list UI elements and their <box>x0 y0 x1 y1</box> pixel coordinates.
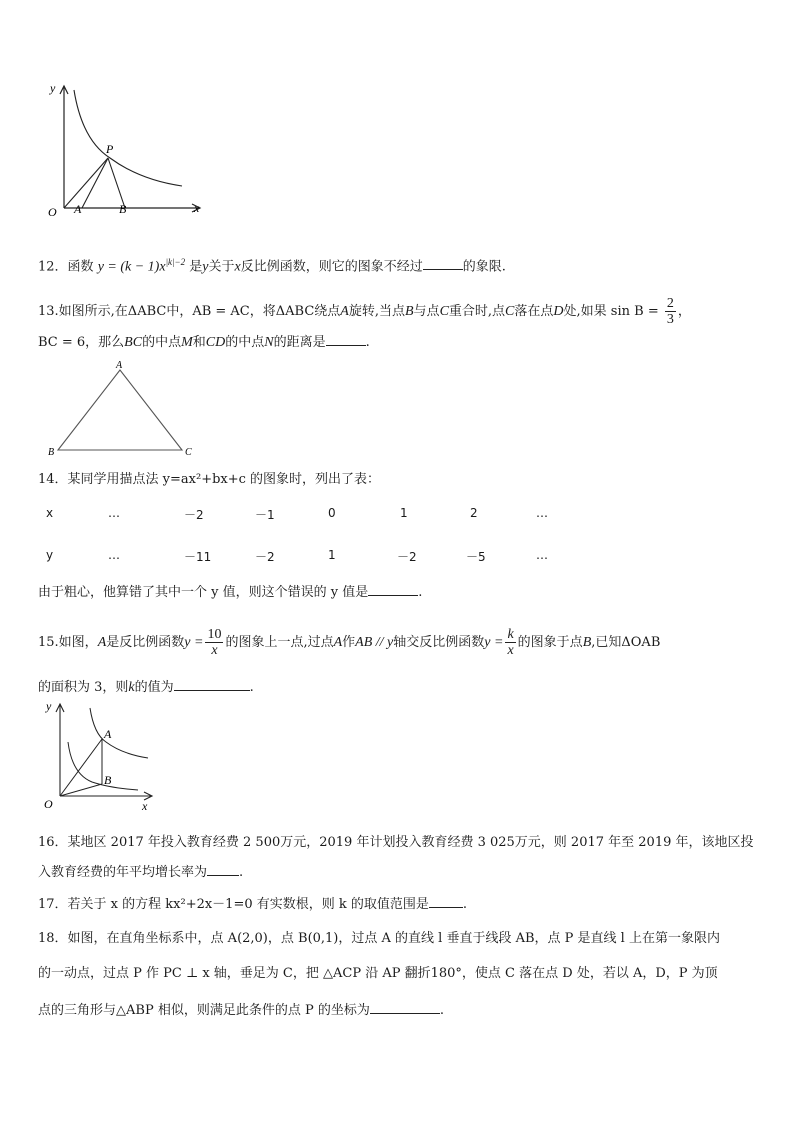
q17-text: 17．若关于 x 的方程 kx²+2x－1=0 有实数根，则 k 的取值范围是 <box>38 897 429 912</box>
triangle-label-b: B <box>48 447 55 458</box>
q14-note-text: 由于粗心，他算错了其中一个 y 值，则这个错误的 y 值是 <box>38 585 369 600</box>
label-a: A <box>104 727 112 741</box>
q13-l2-a: BC = 6，那么 <box>38 335 125 350</box>
q15-b: 是反比例函数 <box>106 635 185 650</box>
label-x: x <box>142 799 148 813</box>
q13-text-f: 处,如果 sin B = <box>563 304 659 319</box>
q12-exponent: |k|−2 <box>165 257 186 267</box>
table-cell: x <box>46 506 54 520</box>
q12-number: 12．函数 <box>38 259 94 275</box>
q13-sin-fraction <box>665 296 676 327</box>
q18-l3: 点的三角形与△ABP 相似，则满足此条件的点 P 的坐标为 <box>38 1003 370 1018</box>
q13-point-c: C <box>439 304 449 319</box>
q15-l2b: 的值为 <box>134 680 174 695</box>
q13-point-a: A <box>340 304 349 319</box>
q13-text-b: 旋转,当点 <box>348 304 405 319</box>
q15-fraction-1 <box>205 627 223 658</box>
q13-frac-num: 2 <box>666 296 674 311</box>
hyperbola-curve <box>74 90 182 186</box>
question-14-note <box>38 581 422 603</box>
label-p: P <box>106 142 114 156</box>
q13-answer-blank[interactable] <box>326 331 366 346</box>
question-16-line-1: 16．某地区 2017 年投入教育经费 2 500万元，2019 年计划投入教育经费 3 025万元，则 2017 年至 2019 年，该地区投 <box>38 835 754 850</box>
label-x: x <box>194 201 200 215</box>
q13-l2-end: . <box>365 335 370 350</box>
q13-l2-e: 的距离是 <box>273 335 326 350</box>
question-15-line-2 <box>38 676 254 698</box>
hyperbola-inner <box>68 742 138 790</box>
q13-n: N <box>264 335 274 350</box>
q13-point-d: D <box>553 304 564 319</box>
label-a: A <box>74 202 82 216</box>
question-17 <box>38 893 467 915</box>
q15-l2-end: . <box>249 680 254 695</box>
q15-f1-num: 10 <box>207 627 222 642</box>
q15-k: k <box>128 680 135 695</box>
table-cell: －2 <box>255 550 275 564</box>
q15-d: 作 <box>342 635 356 650</box>
q15-ab: AB // y <box>355 635 394 650</box>
q13-text-c: 与点 <box>413 304 440 319</box>
table-cell: … <box>536 548 548 562</box>
q13-l2-d: 的中点 <box>225 335 265 350</box>
q15-answer-blank[interactable] <box>174 676 250 691</box>
table-cell: 1 <box>400 506 408 520</box>
triangle-label-a: A <box>116 360 123 371</box>
q15-point-b: B <box>582 635 592 650</box>
q14-answer-blank[interactable] <box>368 581 418 596</box>
segment-ob <box>60 784 102 796</box>
q15-l2: 的面积为 3，则 <box>38 680 129 695</box>
table-cell: －2 <box>397 550 417 564</box>
q13-text-d: 重合时,点 <box>448 304 506 319</box>
q15-g: ,已知ΔOAB <box>591 635 661 650</box>
segment-pb <box>108 158 125 208</box>
q15-y1: y = <box>184 635 204 650</box>
label-b: B <box>104 773 112 787</box>
label-y: y <box>46 699 52 713</box>
q12-answer-blank[interactable] <box>423 255 463 270</box>
triangle-label-c: C <box>185 447 192 458</box>
table-cell: －5 <box>466 550 486 564</box>
table-cell: … <box>108 506 120 520</box>
table-cell: －1 <box>255 508 275 522</box>
q12-x: x <box>234 259 241 275</box>
q15-f: 的图象于点 <box>517 635 583 650</box>
question-13-line-1 <box>38 296 691 327</box>
table-cell: 1 <box>328 548 336 562</box>
question-14: 14．某同学用描点法 y=ax²+bx+c 的图象时，列出了表： <box>38 472 381 487</box>
q15-f1-den: x <box>211 643 218 658</box>
q13-frac-den: 3 <box>666 312 674 327</box>
q15-y2: y = <box>484 635 504 650</box>
question-12 <box>38 252 506 277</box>
q17-answer-blank[interactable] <box>429 893 463 908</box>
q18-answer-blank[interactable] <box>370 999 440 1014</box>
q15-c: 的图象上一点,过点 <box>225 635 334 650</box>
table-cell: 0 <box>328 506 336 520</box>
q15-point-a2: A <box>333 635 343 650</box>
q12-y: y <box>202 259 209 275</box>
q13-point-b: B <box>404 304 414 319</box>
question-15-line-1 <box>38 627 660 658</box>
q15-f2-den: x <box>507 643 514 658</box>
q13-text-e: 落在点 <box>514 304 554 319</box>
q13-l2-c: 和 <box>192 335 206 350</box>
q18-l3-end: . <box>439 1003 444 1018</box>
label-o: O <box>44 797 53 811</box>
table-cell: … <box>536 506 548 520</box>
hyperbola-outer <box>90 708 148 758</box>
question-13-line-2 <box>38 331 370 353</box>
q15-point-a: A <box>97 635 107 650</box>
q13-cd: CD <box>205 335 226 350</box>
question-18-line-2: 的一动点，过点 P 作 PC ⊥ x 轴，垂足为 C，把 △ACP 沿 AP 翻折180°，使点 C 落在点 D 处，若以 A，D，P 为顶 <box>38 966 718 981</box>
q13-l2-b: 的中点 <box>142 335 182 350</box>
q12-mid: 是 <box>189 259 203 275</box>
table-cell: 2 <box>470 506 478 520</box>
triangle-abc <box>58 370 182 450</box>
table-cell: y <box>46 548 54 562</box>
q13-text-a: 13.如图所示,在ΔABC中，AB = AC，将ΔABC绕点 <box>38 304 341 319</box>
table-cell: … <box>108 548 120 562</box>
q16-answer-blank[interactable] <box>207 861 239 876</box>
q14-note-end: . <box>418 585 423 600</box>
q12-rest: 反比例函数，则它的图象不经过 <box>240 259 423 275</box>
label-b: B <box>119 202 127 216</box>
label-y: y <box>50 81 56 95</box>
question-18-line-3 <box>38 999 444 1021</box>
q13-point-c2: C <box>505 304 515 319</box>
q15-f2-num: k <box>507 627 514 642</box>
figure-triangle-abc <box>40 358 200 458</box>
table-cell: －2 <box>184 508 204 522</box>
label-o: O <box>48 205 57 219</box>
q12-tail: 的象限. <box>462 259 506 275</box>
q15-e: 轴交反比例函数 <box>393 635 485 650</box>
figure-hyperbola-pab <box>30 80 210 230</box>
q12-about: 关于 <box>208 259 235 275</box>
q16-l2-end: . <box>239 865 244 880</box>
question-16-line-2 <box>38 861 243 883</box>
q13-comma: ， <box>677 304 691 319</box>
table-cell: －11 <box>184 550 212 564</box>
segment-oa <box>60 739 102 796</box>
q17-end: . <box>462 897 468 912</box>
q13-m: M <box>181 335 193 350</box>
q16-l2: 入教育经费的年平均增长率为 <box>38 865 208 880</box>
q13-bc: BC <box>124 335 143 350</box>
q15-a: 15.如图， <box>38 635 98 650</box>
q15-fraction-2 <box>505 627 515 658</box>
question-18-line-1: 18．如图，在直角坐标系中，点 A(2,0)，点 B(0,1)，过点 A 的直线 l 垂直于线段 AB，点 P 是直线 l 上在第一象限内 <box>38 931 720 946</box>
q12-formula: y = (k − 1)x <box>97 259 166 275</box>
figure-two-hyperbolas <box>30 698 160 816</box>
